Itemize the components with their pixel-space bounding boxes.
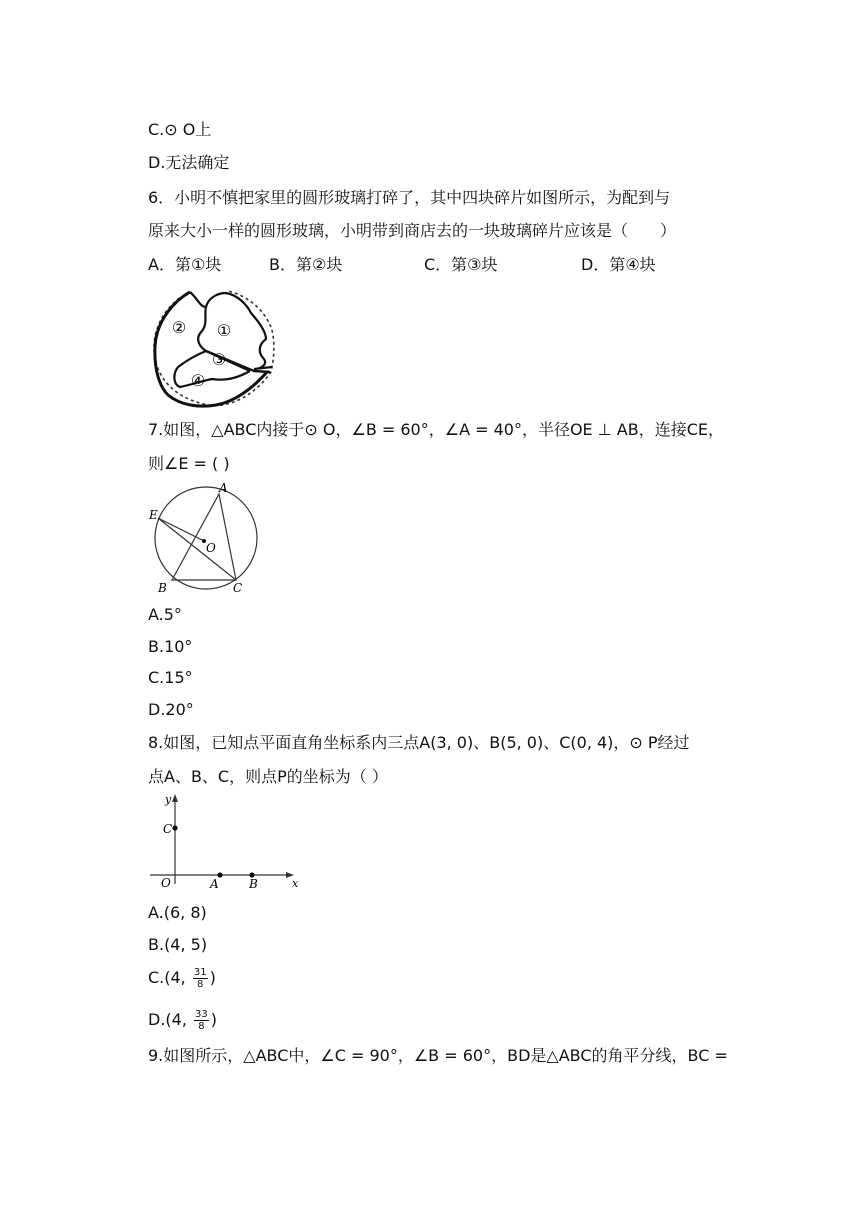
q8-option-c [148,967,216,990]
label-a: A [210,877,219,891]
q8-option-d-close: ) [210,1010,217,1029]
label-b: B [158,581,167,595]
label-a: A [219,482,228,495]
option-c-prev: C.⊙ O上 [148,120,212,139]
q7-option-b: B.10° [148,637,193,656]
fragment-label-2: ② [171,318,187,337]
fraction-numerator: 31 [193,967,207,978]
circle-o [155,487,257,589]
q8-stem-line2: 点A、B、C，则点P的坐标为（ ） [148,767,388,786]
q6-stem-line2: 原来大小一样的圆形玻璃，小明带到商店去的一块玻璃碎片应该是（ ） [148,221,677,240]
q7-option-c: C.15° [148,668,193,687]
label-c: C [163,822,173,836]
q8-option-d-prefix: D.(4, [148,1010,187,1029]
label-c: C [233,581,243,595]
q7-option-d: D.20° [148,700,194,719]
label-o: O [161,876,171,890]
point-c [172,825,177,830]
q6-broken-glass-figure [150,285,278,411]
q8-option-a: A.(6, 8) [148,903,207,922]
label-x: x [292,877,299,890]
q8-option-c-fraction [193,967,208,990]
fragment-label-1: ① [216,321,232,340]
q7-stem-line1: 7.如图，△ABC内接于⊙ O，∠B = 60°，∠A = 40°，半径OE ⊥ AB，连接CE， [148,420,724,439]
fraction-denominator: 8 [197,979,204,990]
q8-option-c-prefix: C.(4, [148,968,186,987]
q8-coordinate-figure [148,792,308,892]
q8-stem-line1: 8.如图，已知点平面直角坐标系内三点A(3, 0)、B(5, 0)、C(0, 4)，⊙ P经过 [148,733,690,752]
q7-option-a: A.5° [148,605,182,624]
label-o: O [206,541,216,555]
q7-stem-line2: 则∠E = ( ) [148,454,230,473]
q6-option-a: A．第①块 [148,255,222,274]
q6-option-d: D．第④块 [581,255,656,274]
fragment-label-3: ③ [211,350,227,369]
q9-stem-line1: 9.如图所示，△ABC中，∠C = 90°，∠B = 60°，BD是△ABC的角平分线，BC = [148,1046,728,1065]
label-y: y [165,793,172,806]
label-e: E [149,508,158,522]
label-b: B [249,877,258,891]
q7-inscribed-triangle-figure [144,482,284,598]
fraction-numerator: 33 [195,1009,208,1020]
q6-stem-line1: 6．小明不慎把家里的圆形玻璃打碎了，其中四块碎片如图所示，为配到与 [148,188,671,207]
fragment-label-4: ④ [190,371,206,390]
y-axis-arrow-icon [172,794,178,802]
q8-option-c-close: ) [209,968,216,987]
q6-options [148,254,748,276]
segment-ce [158,518,236,580]
q8-option-d [148,1009,217,1032]
q6-option-c: C．第③块 [424,255,498,274]
q8-option-d-fraction [194,1009,209,1032]
radius-oe [158,518,204,541]
option-d-prev: D.无法确定 [148,153,230,172]
q8-option-b: B.(4, 5) [148,935,208,954]
fraction-denominator: 8 [198,1021,205,1032]
q6-option-b: B．第②块 [269,255,343,274]
